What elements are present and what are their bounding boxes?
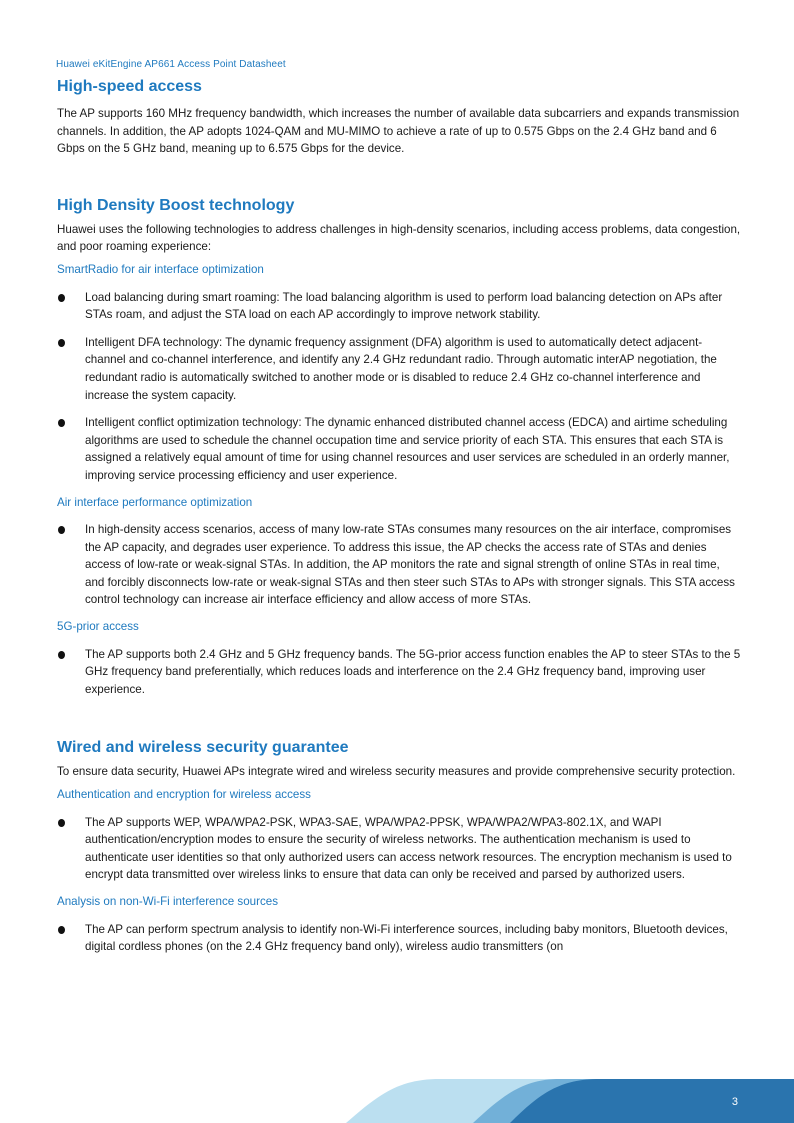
- list-item: [57, 521, 742, 609]
- list-item: [57, 334, 742, 404]
- section-heading: Wired and wireless security guarantee: [57, 739, 349, 757]
- bullet-icon: [58, 294, 65, 302]
- bullet-list: [57, 646, 742, 699]
- subsection-title: Authentication and encryption for wireless access: [57, 788, 311, 802]
- running-header: Huawei eKitEngine AP661 Access Point Datasheet: [56, 59, 286, 70]
- bullet-icon: [58, 819, 65, 827]
- subsection-title: SmartRadio for air interface optimization: [57, 262, 264, 276]
- list-item-text: Load balancing during smart roaming: The load balancing algorithm is used to perform load balancing detection on APs after STAs roam, and adjust the STA load on each AP accordingly to improve network stability.: [85, 290, 723, 322]
- bullet-icon: [58, 339, 65, 347]
- bullet-list: [57, 921, 742, 956]
- list-item-text: Intelligent conflict optimization technology: The dynamic enhanced distributed channel access (EDCA) and airtime scheduling algorithms are used to schedule the channel occupation time and service priority of each STA. This ensures that each STA is assigned a relatively equal amount of time for using channel resources and user services are scheduled in an orderly manner, improving service processing efficiency and user experience.: [85, 416, 730, 482]
- bullet-icon: [58, 651, 65, 659]
- page-content: [57, 74, 742, 956]
- bullet-list: [57, 289, 742, 485]
- subsection-title: Analysis on non-Wi-Fi interference sources: [57, 895, 279, 908]
- footer-wave-band: [0, 1079, 794, 1123]
- bullet-list: [57, 521, 742, 609]
- list-item: [57, 289, 742, 324]
- list-item: [57, 814, 742, 884]
- list-item-text: The AP can perform spectrum analysis to identify non-Wi-Fi interference sources, including baby monitors, Bluetooth devices, digital cordless phones (on the 2.4 GHz frequency band only), wireless audio transmitters (on: [85, 922, 728, 954]
- bullet-icon: [58, 526, 65, 534]
- list-item-text: Intelligent DFA technology: The dynamic frequency assignment (DFA) algorithm is used to automatically detect adjacent-channel and co-channel interference, and identify any 2.4 GHz redundant radio. Through automatic interAP negotiation, the redundant radio is automatically switched to another mode or is disabled to reduce 2.4 GHz co-channel interference and increase the system capacity.: [85, 335, 717, 402]
- list-item: [57, 414, 742, 484]
- list-item-text: The AP supports WEP, WPA/WPA2-PSK, WPA3-SAE, WPA/WPA2-PPSK, WPA/WPA2/WPA3-802.1X, and WAPI authentication/encryption modes to ensure the security of wireless networks. The authentication mechanism is used to authenticate user identities so that only authorized users can access network resources. The encryption mechanism is used to encrypt data transmitted over wireless links to ensure that data can only be received and parsed by authorized users.: [85, 815, 732, 882]
- page-number: 3: [731, 1096, 738, 1108]
- section-heading: High Density Boost technology: [57, 196, 295, 214]
- section-intro: To ensure data security, Huawei APs integrate wired and wireless security measures and provide comprehensive security protection.: [57, 765, 736, 779]
- subsection-title: Air interface performance optimization: [57, 495, 253, 509]
- section-intro: The AP supports 160 MHz frequency bandwidth, which increases the number of available data subcarriers and expands transmission channels. In addition, the AP adopts 1024-QAM and MU-MIMO to achieve a rate of up to 0.575 Gbps on the 2.4 GHz band and 6 Gbps on the 5 GHz band, meaning up to 6.575 Gbps for the device.: [57, 107, 740, 156]
- list-item-text: The AP supports both 2.4 GHz and 5 GHz frequency bands. The 5G-prior access function enables the AP to steer STAs to the 5 GHz frequency band preferentially, which reduces loads and interference on the 2.4 GHz frequency band, improving user experience.: [85, 647, 741, 696]
- bullet-icon: [58, 926, 65, 934]
- list-item: [57, 921, 742, 956]
- list-item-text: In high-density access scenarios, access of many low-rate STAs consumes many resources on the air interface, compromises the AP capacity, and degrades user experience. To address this issue, the AP checks the access rate of STAs and denies access of low-rate or weak-signal STAs. In addition, the AP monitors the rate and signal strength of online STAs in real time, and forcibly disconnects low-rate or weak-signal STAs and then steer such STAs to APs with stronger signals. This STA access control technology can increase air interface efficiency and allow access of more STAs.: [85, 523, 735, 607]
- list-item: [57, 646, 742, 699]
- section-heading: High-speed access: [57, 78, 202, 95]
- section-intro: Huawei uses the following technologies to address challenges in high-density scenarios, including access problems, data congestion, and poor roaming experience:: [57, 222, 741, 254]
- subsection-title: 5G-prior access: [57, 620, 139, 634]
- bullet-list: [57, 814, 742, 884]
- bullet-icon: [58, 419, 65, 427]
